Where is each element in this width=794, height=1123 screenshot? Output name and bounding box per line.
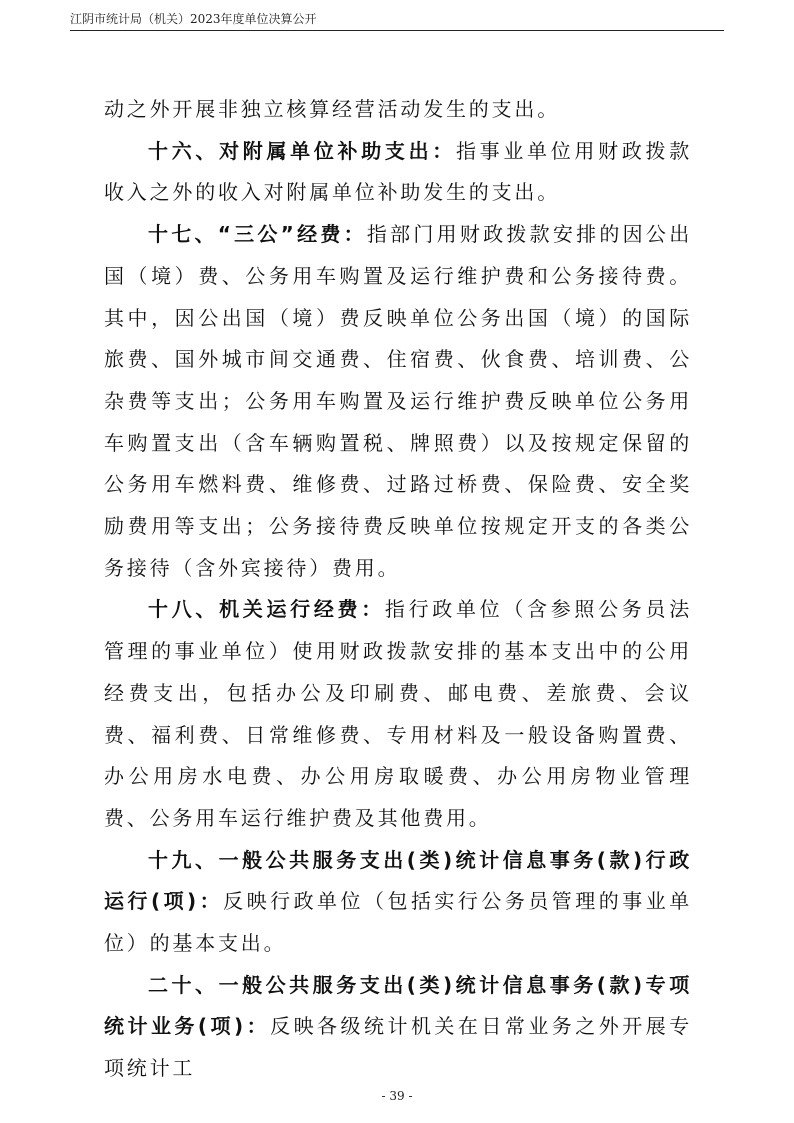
paragraph-16 (104, 131, 692, 214)
paragraph-text: 指事业单位用财政拨款收入之外的收入对附属单位补助发生的支出。 (104, 138, 692, 205)
page-number: - 39 - (381, 1089, 413, 1103)
header-title: 江阴市统计局（机关）2023年度单位决算公开 (70, 12, 317, 26)
paragraph-text: 反映行政单位（包括实行公务员管理的事业单位）的基本支出。 (104, 889, 692, 956)
term-heading: 十八、机关运行经费： (148, 597, 385, 622)
paragraph-text: 动之外开展非独立核算经营活动发生的支出。 (104, 97, 560, 121)
paragraph-17 (104, 214, 692, 589)
page-header (70, 10, 724, 31)
term-heading: 十六、对附属单位补助支出： (148, 138, 456, 163)
paragraph-text: 指部门用财政拨款安排的因公出国（境）费、公务用车购置及运行维护费和公务接待费。其中，因公出国（境）费反映单位公务出国（境）的国际旅费、国外城市间交通费、住宿费、伙食费、培训费、公杂费等支出；公务用车购置及运行维护费反映单位公务用车购置支出（含车辆购置税、牌照费）以及按规定保留的公务用车燃料费、维修费、过路过桥费、保险费、安全奖励费用等支出；公务接待费反映单位按规定开支的各类公务接待（含外宾接待）费用。 (104, 222, 692, 580)
term-heading: 二十、一般公共服务支出(类)统计信息事务(款)专项统计业务(项)： (104, 972, 692, 1039)
paragraph-18 (104, 589, 692, 839)
paragraph-20 (104, 965, 692, 1090)
term-heading: 十九、一般公共服务支出(类)统计信息事务(款)行政运行(项)： (104, 847, 692, 914)
document-body (104, 89, 692, 1090)
term-heading: 十七、“三公”经费： (148, 222, 367, 247)
paragraph-19 (104, 840, 692, 965)
paragraph-text: 反映各级统计机关在日常业务之外开展专项统计工 (104, 1014, 692, 1081)
paragraph-text: 指行政单位（含参照公务员法管理的事业单位）使用财政拨款安排的基本支出中的公用经费支出，包括办公及印刷费、邮电费、差旅费、会议费、福利费、日常维修费、专用材料及一般设备购置费、办公用房水电费、办公用房取暖费、办公用房物业管理费、公务用车运行维护费及其他费用。 (104, 597, 692, 830)
paragraph-continuation (104, 89, 692, 131)
page-footer (0, 1088, 794, 1104)
